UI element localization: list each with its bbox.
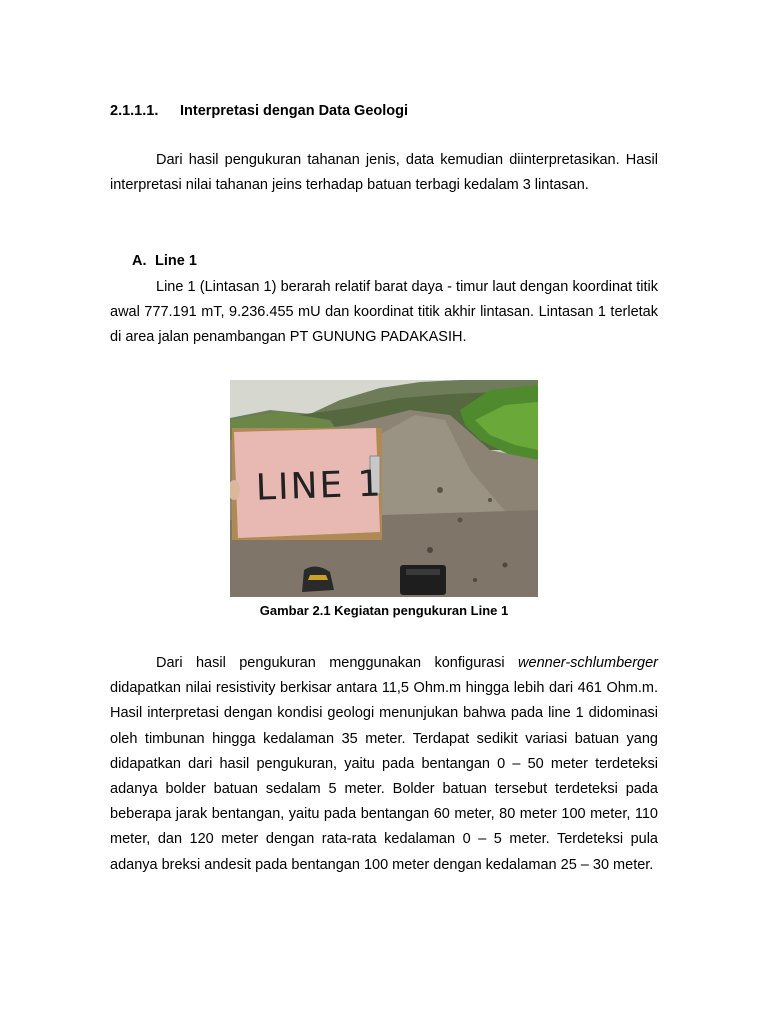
subsection-letter: A. [132,253,147,269]
results-lead: Dari hasil pengukuran menggunakan konfigurasi [156,655,505,671]
field-photo [230,380,538,597]
method-name: wenner-schlumberger [518,655,658,671]
intro-paragraph: Dari hasil pengukuran tahanan jenis, data kemudian diinterpretasikan. Hasil interpretasi nilai tahanan jeins terhadap batuan terbagi kedalam 3 lintasan. [110,152,658,194]
section-title: Interpretasi dengan Data Geologi [180,103,409,119]
section-heading [110,103,408,119]
results-body: didapatkan nilai resistivity berkisar antara 11,5 Ohm.m hingga lebih dari 461 Ohm.m. Hasil interpretasi dengan kondisi geologi menunjukan bahwa pada line 1 didominasi oleh timbunan hingga kedalaman 35 meter. Terdapat sedikit variasi batuan yang didapatkan dari hasil pengukuran, yaitu pada bentangan 0 – 50 meter terdeteksi adanya bolder batuan sedalam 5 meter. Bolder batuan tersebut terdeteksi pada beberapa jarak bentangan, yaitu pada bentangan 60 meter, 80 meter 100 meter, 110 meter, dan 120 meter dengan rata-rata kedalaman 0 – 5 meter. Terdeteksi pula adanya breksi andesit pada bentangan 100 meter dengan kedalaman 25 – 30 meter. [110,680,658,873]
figure-caption: Gambar 2.1 Kegiatan pengukuran Line 1 [259,603,509,618]
results-paragraph [110,651,658,878]
sign-text: LINE 1 [255,463,384,509]
subsection-title: Line 1 [155,253,197,269]
line1-description-paragraph: Line 1 (Lintasan 1) berarah relatif barat daya - timur laut dengan koordinat titik awal 777.191 mT, 9.236.455 mU dan koordinat titik akhir lintasan. Lintasan 1 terletak di area jalan penambangan PT GUNUNG PADAKASIH. [110,279,658,346]
section-number: 2.1.1.1. [110,103,159,119]
subsection-heading [132,253,197,269]
